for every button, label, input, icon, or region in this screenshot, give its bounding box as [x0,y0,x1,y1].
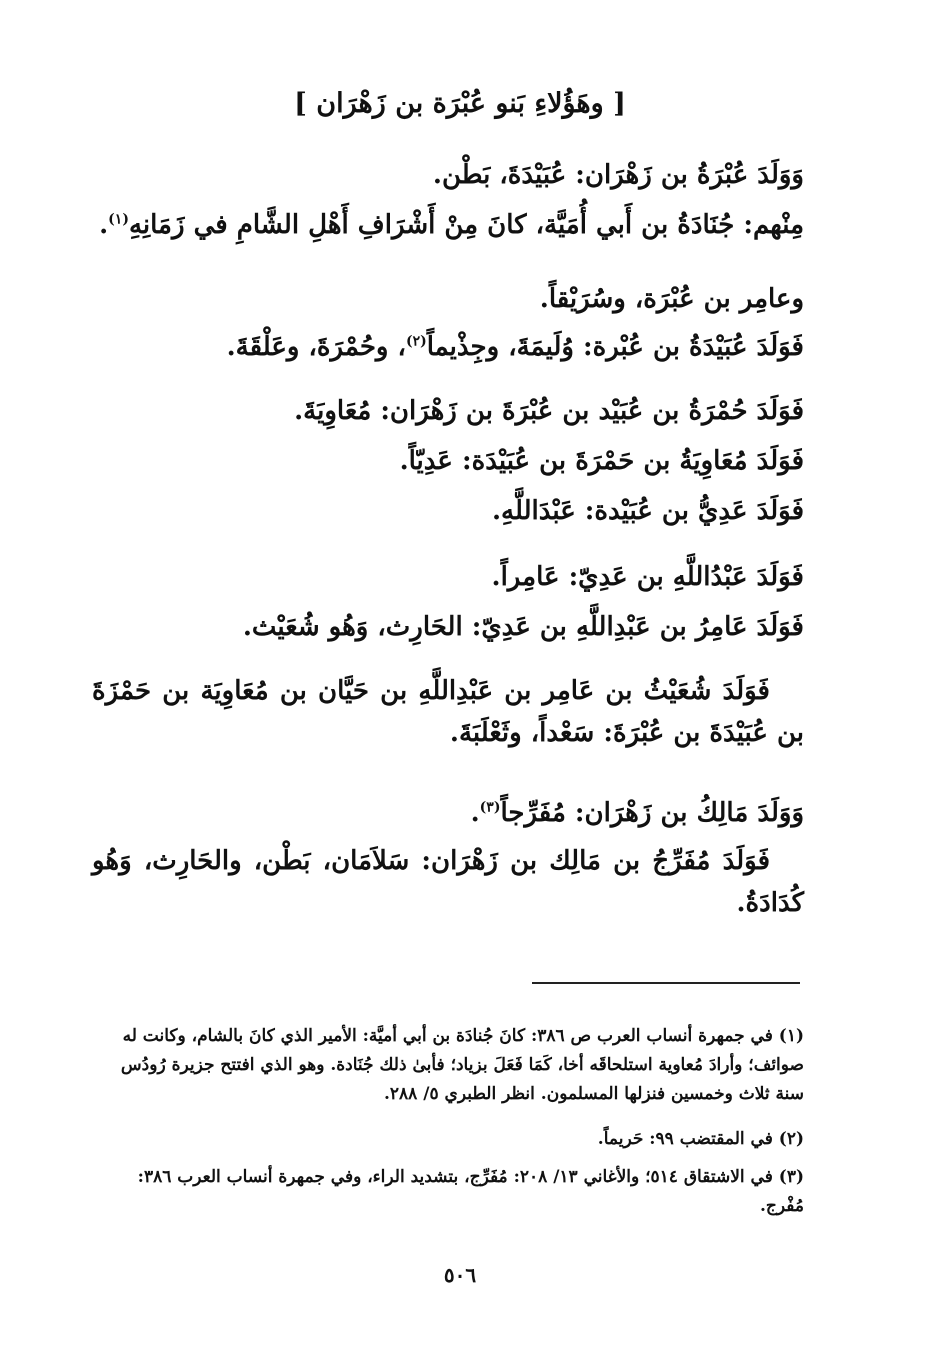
text-line-body: فَوَلَدَ عُبَيْدَةُ بن عُبْرة: وُلَيمَةَ، وجِذْيماً [426,332,804,362]
footnote-marker: (٢) [405,333,427,350]
text-line [92,204,804,246]
text-line: فَوَلَدَ عَامِرُ بن عَبْدِاللَّهِ بن عَدِيّ: الحَارِث، وَهُو شُعَيْث. [242,612,804,642]
text-line: فَوَلَدَ عَدِيُّ بن عُبَيْدة: عَبْدَاللَّهِ. [492,496,804,526]
footnote [100,1163,804,1221]
footnote-marker: (٣) [479,799,501,816]
text-line: فَوَلَدَ حُمْرَةُ بن عُبَيْد بن عُبْرَةَ بن زَهْرَان: مُعَاوِيَةَ. [294,396,804,426]
footnote-marker: (١) [108,211,129,228]
footnote-label: (١) [778,1026,804,1046]
text-line-tail: . [470,798,480,828]
text-paragraph [92,840,804,924]
text-line-body: مِنْهم: جُنَادَةُ بن أَبي أُمَيَّة، كانَ مِنْ أَشْرَافِ أَهْلِ الشَّامِ في زَمَانِهِ [128,210,804,240]
footnote [100,1125,804,1154]
footnote-text: في الاشتقاق ٥١٤؛ والأغاني ١٣/ ٢٠٨: مُفَرِّج، بتشديد الراء، وفي جمهرة أنساب العرب ٣٨٦: مُفْرج. [137,1167,804,1216]
text-line-tail: ، وحُمْرَةَ، وعَلْقَةَ. [226,332,406,362]
page-number: ٥٠٦ [443,1263,477,1287]
section-heading: [ وهَؤُلاءِ بَنو عُبْرَة بن زَهْرَان ] [294,88,626,119]
text-line [92,326,804,368]
footnote-label: (٢) [778,1129,804,1149]
paragraph-body: فَوَلَدَ مُفَرِّجُ بن مَالِك بن زَهْرَان: سَلاَمَان، بَطْن، والحَارِث، وَهُو كُدَادَةُ. [92,846,804,918]
paragraph-body: فَوَلَدَ شُعَيْثُ بن عَامِر بن عَبْدِاللَّهِ بن حَيَّان بن مُعَاوِيَة بن حَمْزَةَ بن عُبَيْدَةَ بن عُبْرَةَ: سَعْداً، وثَعْلَبَةَ. [92,676,804,748]
text-line: فَوَلَدَ عَبْدُاللَّهِ بن عَدِيّ: عَامِراً. [491,562,804,592]
footnote-label: (٣) [778,1167,804,1187]
footnote-separator [532,982,800,984]
text-paragraph [92,670,804,754]
footnote-text: في المقتضب ٩٩: حَريماً. [597,1129,773,1149]
text-line: فَوَلَدَ مُعَاوِيَةُ بن حَمْرَةَ بن عُبَيْدَة: عَدِيّاً. [399,446,804,476]
footnote [100,1022,804,1109]
text-line: وعامِر بن عُبْرَة، وسُرَيْقاً. [539,284,804,314]
footnote-text: في جمهرة أنساب العرب ص ٣٨٦: كانَ جُنادَة بن أبي أميَّة: الأمير الذي كانَ بالشام، وكانت له صوائف؛ وأرادَ مُعاوية استلحاقَه أخا، كَمَا فَعَلَ بزياد؛ فأبىٰ ذلك جُنَادة. وهو الذي افتتح جزيرة رُودُس سنة ثلاث وخمسين فنزلها المسلمون. انظر الطبري ٥/ ٢٨٨. [120,1026,804,1104]
text-line-body: وَوَلَدَ مَالِكُ بن زَهْرَان: مُفَرِّجاً [500,798,804,828]
text-line: وَوَلَدَ عُبْرَةُ بن زَهْرَان: عُبَيْدَةَ، بَطْن. [432,160,804,190]
text-line [92,792,804,834]
text-line-tail: . [99,210,109,240]
